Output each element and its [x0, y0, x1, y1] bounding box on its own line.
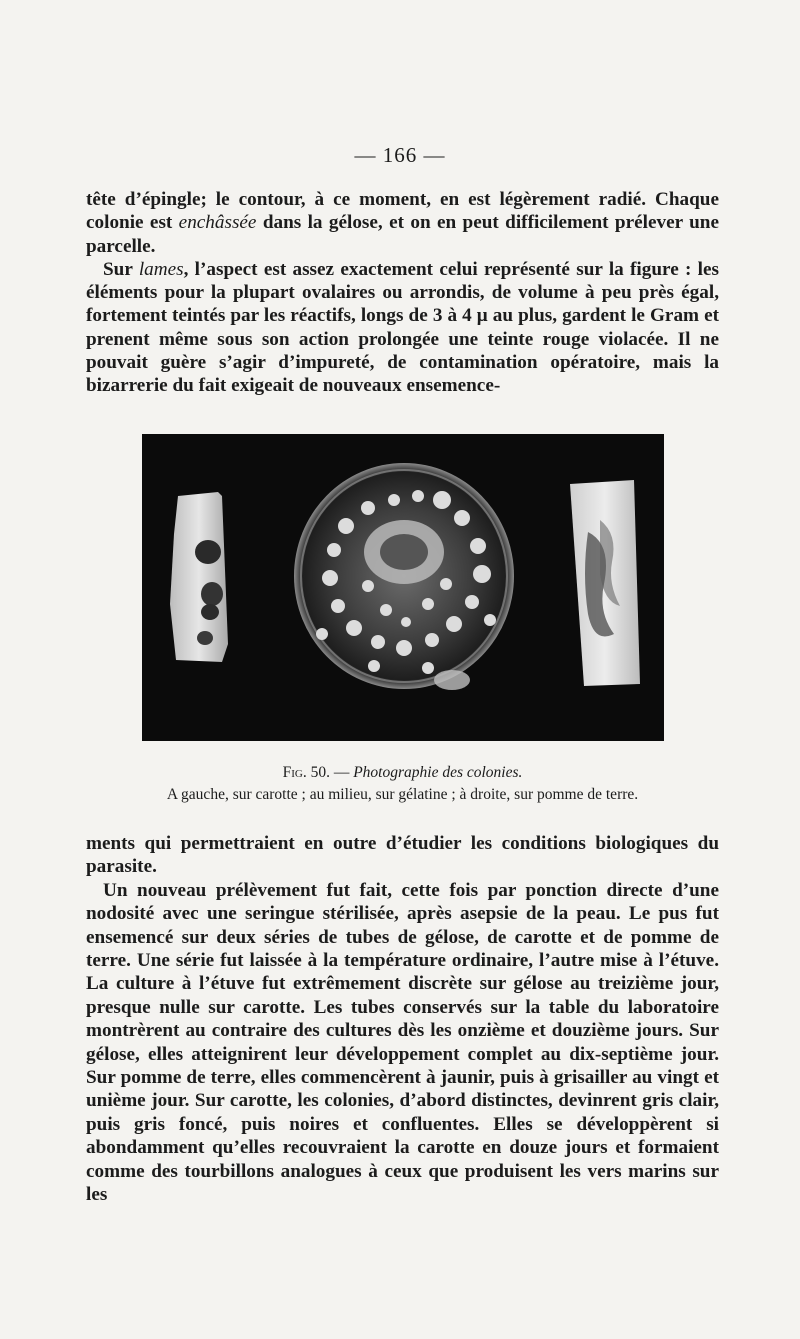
carrot-culture: [170, 492, 228, 662]
paragraph-2: [86, 258, 719, 398]
paragraph-1-emphasis: enchâssée: [178, 212, 257, 234]
paragraph-4: Un nouveau prélèvement fut fait, cette fois par ponction directe d’une nodosité avec une seringue stérilisée, après asepsie de la peau. Le pus fut ensemencé sur deux séries de tubes de gélose, de carotte et de pomme de terre. Une série fut laissée à la température ordinaire, l’autre mise à l’étuve. La culture à l’étuve fut extrêmement discrète sur gélose au treizième jour, presque nulle sur carotte. Les tubes conservés sur la table du laboratoire montrèrent au contraire des cultures dès les onzième et douzième jours. Sur gélose, elles atteignirent leur développement complet au dix-septième jour. Sur pomme de terre, elles commencèrent à jaunir, puis à grisailler au vingt et unième jour. Sur carotte, les colonies, d’abord distinctes, devinrent gris clair, puis gris foncé, puis noires et confluentes. Elles se développèrent si abondamment qu’elles recouvraient la carotte en douze jours et formaient comme des tourbillons analogues à ceux que produisent les vers marins sur les: [86, 879, 719, 1206]
gelatin-dish: [294, 463, 514, 690]
paragraph-2-start: Sur: [103, 258, 139, 280]
potato-culture: [570, 480, 640, 686]
page-number: — 166 —: [354, 143, 446, 167]
caption-line-2: A gauche, sur carotte ; au milieu, sur gélatine ; à droite, sur pomme de terre.: [166, 786, 639, 803]
caption-line-1: [86, 762, 719, 784]
paragraph-3: ments qui permettraient en outre d’étudier les conditions biologiques du parasite.: [86, 833, 719, 878]
paragraph-1-text-a: tête d’épingle; le contour, à ce moment, en est légèrement radié. Chaque colonie est: [86, 189, 719, 234]
text-block-top: [86, 188, 719, 398]
figure-caption: [86, 762, 719, 806]
figure-photograph: [142, 434, 664, 741]
figure-title: Photographie des colonies.: [353, 764, 523, 781]
caption-dash: —: [329, 764, 354, 781]
figure-label: Fig. 50.: [282, 764, 330, 781]
paragraph-1-text-b: dans la gélose, et on en peut difficilement prélever une parcelle.: [86, 212, 719, 257]
paragraph-2-emphasis: lames: [138, 258, 184, 280]
paragraph-1: [86, 188, 719, 258]
text-block-bottom: [86, 832, 719, 1207]
paragraph-2-text: , l’aspect est assez exactement celui représenté sur la figure : les éléments pour la plupart ovalaires ou arrondis, de volume à peu près égal, fortement teintés par les réactifs, longs de 3 à 4 μ au plus, gardent le Gram et prenent même sous son action prolongée une teinte rouge violacée. Il ne pouvait guère s’agir d’impureté, de contamination opératoire, mais la bizarrerie du fait exigeait de nouveaux ensemence-: [86, 258, 720, 397]
colonies-photograph: [142, 434, 664, 741]
